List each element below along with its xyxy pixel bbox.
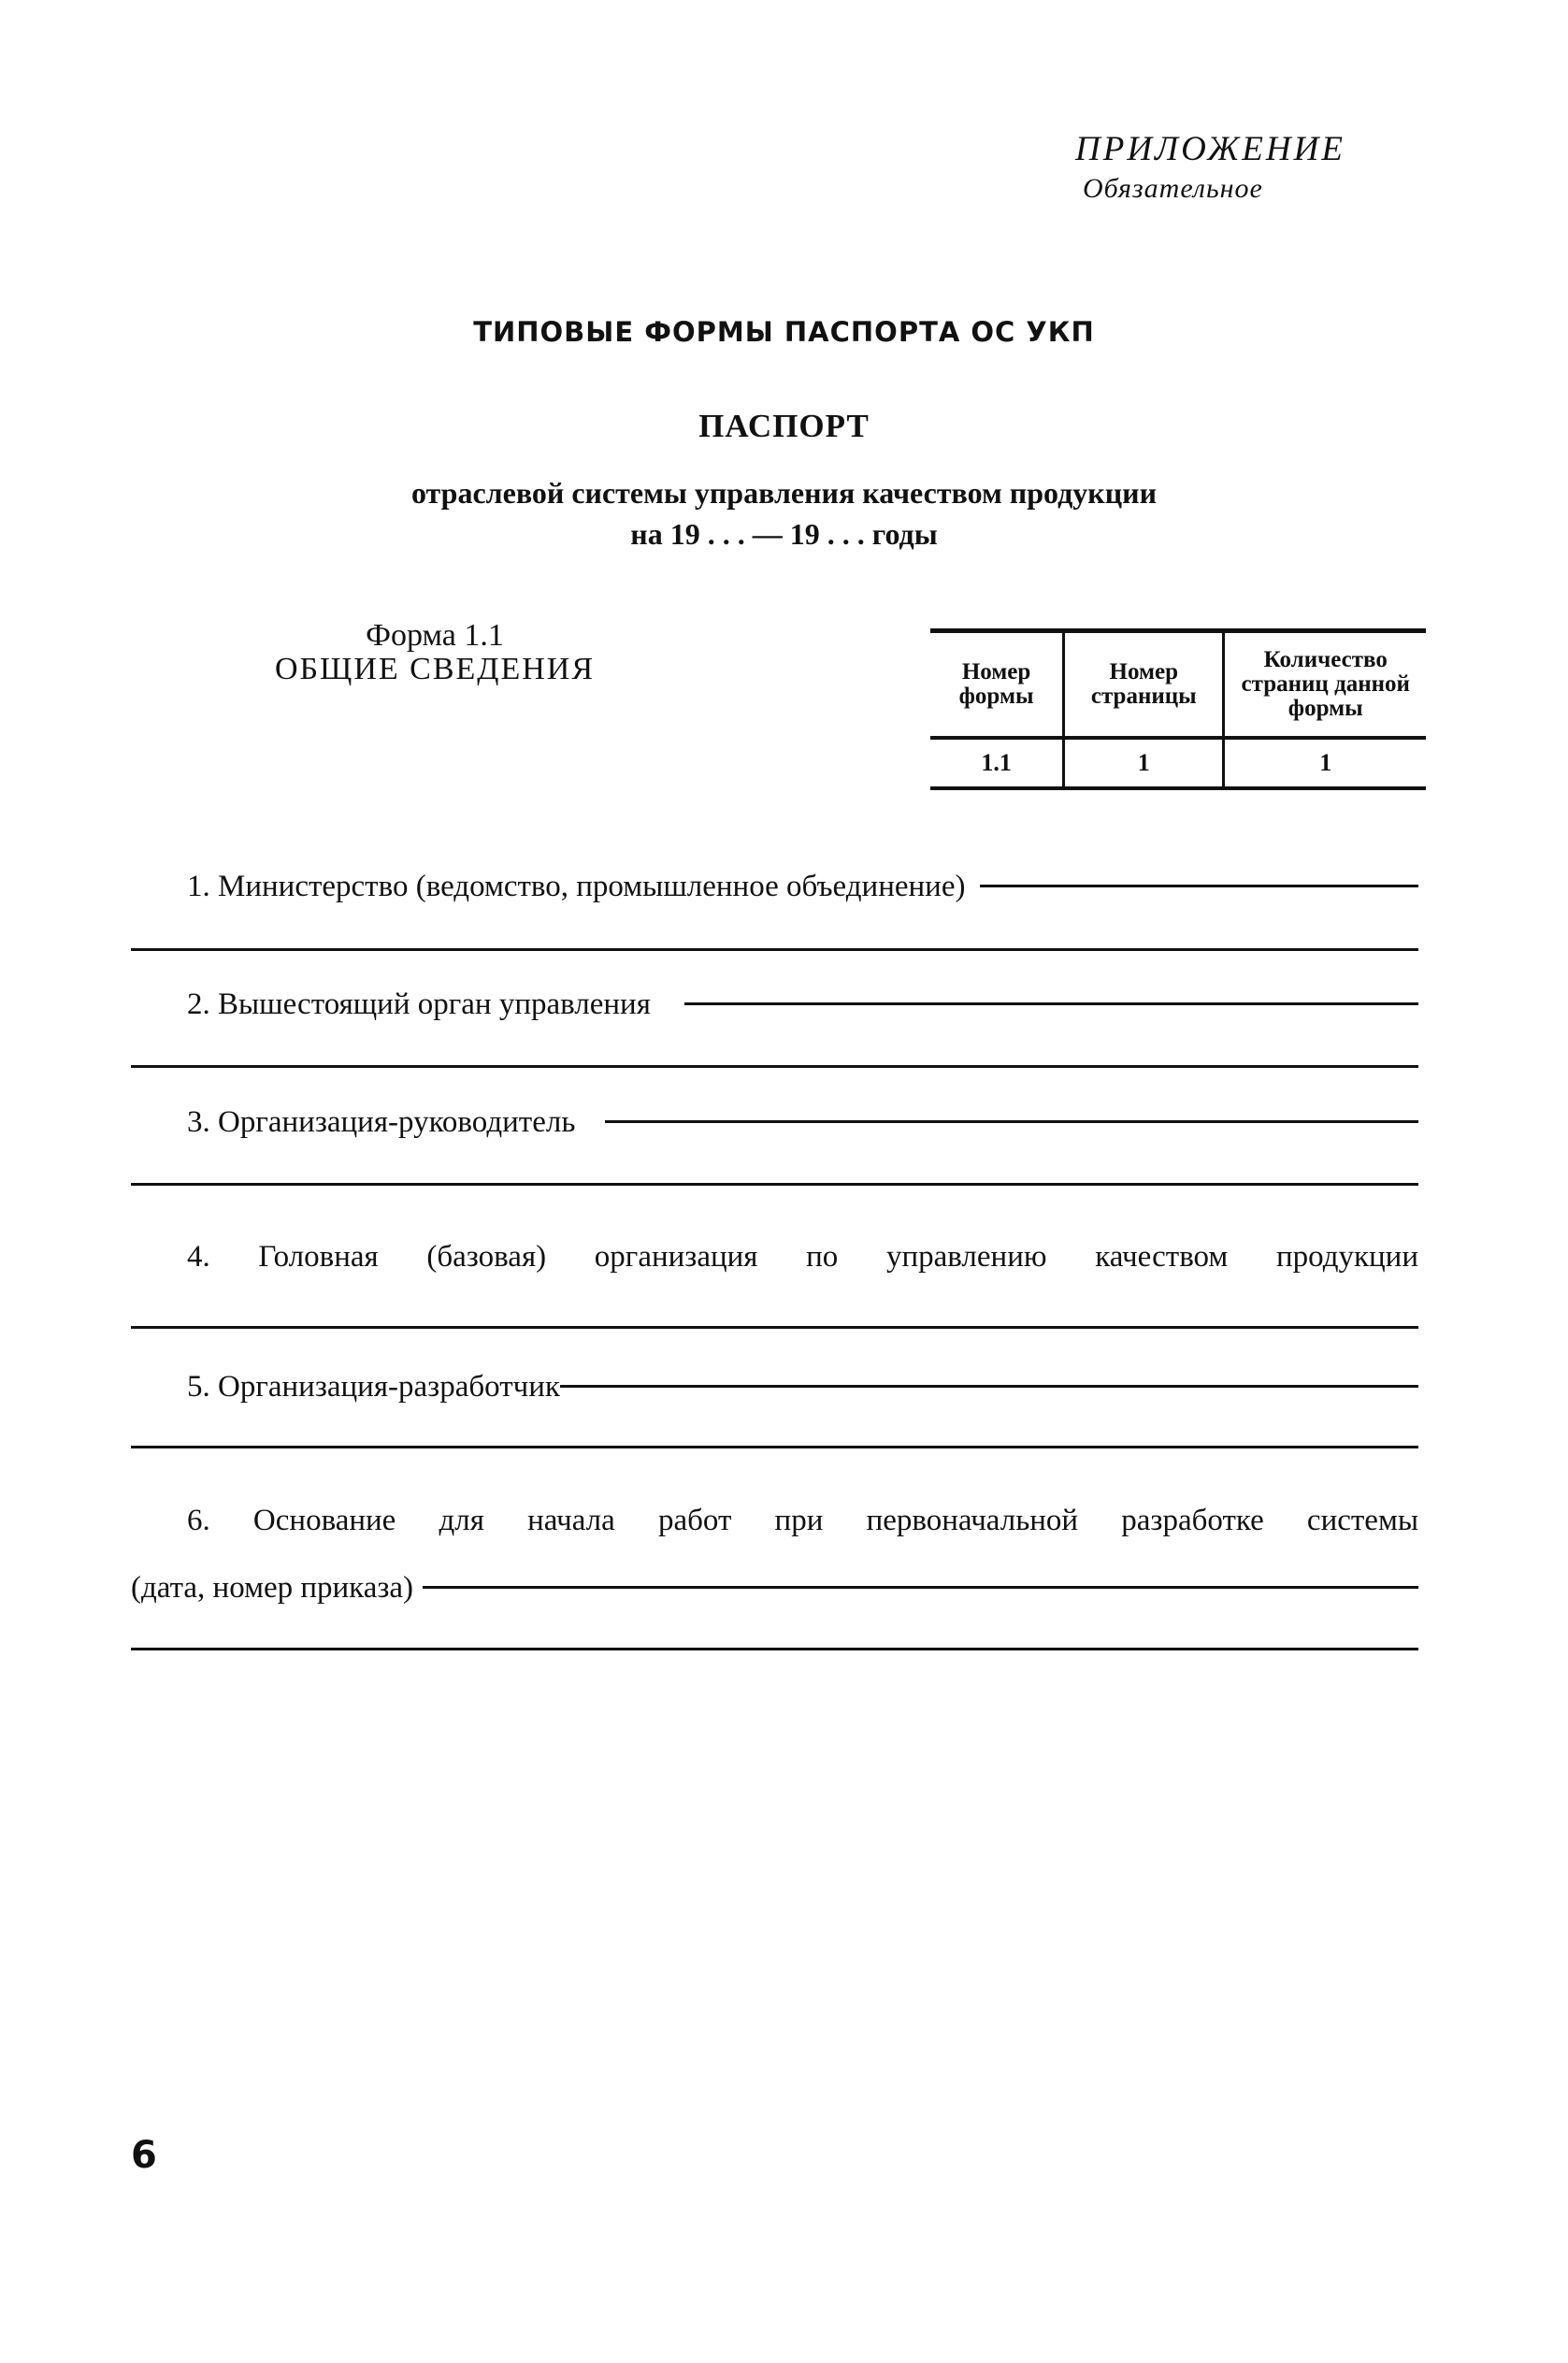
item-basis xyxy=(131,1504,1418,1538)
item-developer xyxy=(131,1370,1418,1405)
cell-form-number: 1.1 xyxy=(930,738,1064,788)
answer-line[interactable] xyxy=(131,1065,1418,1068)
item-label: (дата, номер приказа) xyxy=(131,1571,414,1605)
item-fill-line[interactable] xyxy=(980,885,1418,887)
cell-page-count: 1 xyxy=(1224,738,1426,788)
item-fill-line[interactable] xyxy=(560,1385,1418,1388)
answer-line[interactable] xyxy=(131,1326,1418,1329)
appendix-block xyxy=(1075,131,1449,205)
appendix-subtitle: Обязательное xyxy=(1083,172,1263,204)
table-row xyxy=(930,738,1426,788)
form-label xyxy=(252,619,617,686)
item-head-organization xyxy=(131,1240,1418,1275)
item-label: 1. Министерство (ведомство, промышленное объединение) xyxy=(187,870,966,903)
item-label: 4. Головная (базовая) организация по управлению качеством продукции xyxy=(187,1240,1418,1274)
main-title: ТИПОВЫЕ ФОРМЫ ПАСПОРТА ОС УКП xyxy=(473,316,1095,348)
item-label: 3. Организация-руководитель xyxy=(187,1105,576,1139)
answer-line[interactable] xyxy=(131,948,1418,951)
page-number: 6 xyxy=(131,2134,157,2177)
header-page-number: Номер страницы xyxy=(1064,631,1224,739)
item-label: 6. Основание для начала работ при первоначальной разработке системы xyxy=(187,1504,1418,1537)
item-label: 2. Вышестоящий орган управления xyxy=(187,987,651,1021)
item-label: 5. Организация-разработчик xyxy=(187,1370,560,1404)
cell-page-number: 1 xyxy=(1064,738,1224,788)
header-page-count: Количество страниц данной формы xyxy=(1224,631,1426,739)
subtitle-line-2: на 19 . . . — 19 . . . годы xyxy=(630,517,938,551)
item-lead-organization xyxy=(131,1105,1418,1140)
item-fill-line[interactable] xyxy=(605,1120,1418,1123)
answer-line[interactable] xyxy=(131,1446,1418,1448)
subtitle-line-1: отраслевой системы управления качеством продукции xyxy=(410,476,1158,510)
appendix-title: ПРИЛОЖЕНИЕ xyxy=(1075,130,1345,168)
answer-line[interactable] xyxy=(131,1183,1418,1186)
item-fill-line[interactable] xyxy=(684,1002,1418,1005)
subtitle xyxy=(0,472,1568,555)
item-ministry xyxy=(131,870,1418,904)
form-name: ОБЩИЕ СВЕДЕНИЯ xyxy=(274,652,596,686)
answer-line[interactable] xyxy=(131,1648,1418,1650)
form-number: Форма 1.1 xyxy=(366,618,504,653)
item-fill-line[interactable] xyxy=(423,1586,1418,1589)
header-form-number: Номер формы xyxy=(930,631,1064,739)
item-superior-body xyxy=(131,987,1418,1022)
passport-title: ПАСПОРТ xyxy=(698,408,870,444)
table-header-row xyxy=(930,631,1426,739)
item-basis-continuation xyxy=(131,1571,1418,1606)
form-info-table xyxy=(930,628,1426,790)
